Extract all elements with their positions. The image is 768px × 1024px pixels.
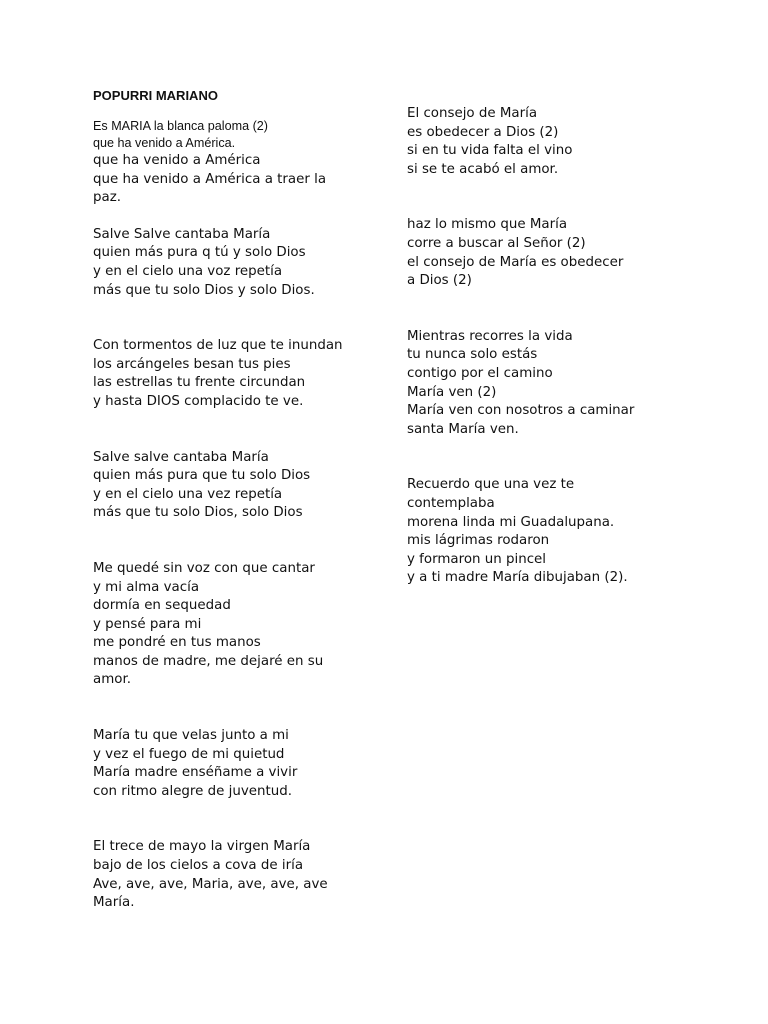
lyric-line: Es MARIA la blanca paloma (2) <box>93 119 268 133</box>
lyric-line: que ha venido a América a traer la <box>93 171 327 187</box>
stanza <box>93 337 368 411</box>
lyric-line: morena linda mi Guadalupana. <box>407 514 615 530</box>
right-column <box>407 105 657 588</box>
lyric-line: bajo de los cielos a cova de iría <box>93 858 304 874</box>
stanza <box>407 476 657 588</box>
lyric-line: que ha venido a América <box>93 153 261 168</box>
stanza <box>407 328 657 440</box>
lyric-line: El trece de mayo la virgen María <box>93 839 311 855</box>
lyric-line: contigo por el camino <box>407 365 553 381</box>
stanza <box>93 449 368 523</box>
lyric-line: El consejo de María <box>407 106 538 121</box>
stanza <box>407 105 657 179</box>
lyric-line: que ha venido a América. <box>93 136 236 150</box>
lyric-line: Salve salve cantaba María <box>93 449 269 465</box>
lyric-line: y vez el fuego de mi quietud <box>93 746 285 762</box>
lyric-line: paz. <box>93 190 121 206</box>
document-title: POPURRI MARIANO <box>93 88 218 103</box>
lyric-line: y hasta DIOS complacido te ve. <box>93 393 304 409</box>
lyric-line: amor. <box>93 672 131 688</box>
lyric-line: María ven (2) <box>407 384 497 400</box>
stanza <box>407 216 657 290</box>
lyric-line: si en tu vida falta el vino <box>407 143 573 159</box>
lyric-line: y mi alma vacía <box>93 579 200 595</box>
lyric-line: y pensé para mi <box>93 616 202 632</box>
lyric-line: santa María ven. <box>407 421 519 437</box>
lyric-line: corre a buscar al Señor (2) <box>407 235 586 251</box>
lyric-line: dormía en sequedad <box>93 598 231 614</box>
lyric-line: y en el cielo una vez repetía <box>93 486 283 502</box>
lyric-line: quien más pura que tu solo Dios <box>93 468 311 484</box>
lyric-line: las estrellas tu frente circundan <box>93 375 306 391</box>
lyric-line: y en el cielo una voz repetía <box>93 263 283 279</box>
lyric-line: María tu que velas junto a mi <box>93 728 289 744</box>
lyric-line: contemplaba <box>407 495 495 511</box>
lyric-line: María. <box>93 895 135 911</box>
lyric-line: el consejo de María es obedecer <box>407 254 624 270</box>
lyric-line: Recuerdo que una vez te <box>407 477 575 493</box>
lyric-line: tu nunca solo estás <box>407 347 538 363</box>
stanza <box>93 560 368 690</box>
lyric-line: manos de madre, me dejaré en su <box>93 653 324 669</box>
lyric-line: María ven con nosotros a caminar <box>407 403 635 419</box>
lyric-line: Me quedé sin voz con que cantar <box>93 560 315 576</box>
stanza <box>93 838 368 912</box>
lyric-line: con ritmo alegre de juventud. <box>93 783 292 799</box>
lyric-line: mis lágrimas rodaron <box>407 533 550 549</box>
lyric-line: y a ti madre María dibujaban (2). <box>407 570 628 586</box>
stanza <box>93 226 368 300</box>
lyric-line: y formaron un pincel <box>407 551 547 567</box>
lyric-line: haz lo mismo que María <box>407 217 568 233</box>
left-column <box>93 88 368 913</box>
lyric-line: Salve Salve cantaba María <box>93 226 271 242</box>
lyric-line: Ave, ave, ave, Maria, ave, ave, ave <box>93 876 328 892</box>
lyric-line: María madre enséñame a vivir <box>93 765 298 781</box>
lyric-line: más que tu solo Dios y solo Dios. <box>93 282 315 298</box>
lyric-line: a Dios (2) <box>407 273 472 289</box>
lyric-line: más que tu solo Dios, solo Dios <box>93 505 303 521</box>
lyric-line: si se te acabó el amor. <box>407 161 559 177</box>
stanza <box>93 118 368 208</box>
lyric-line: quien más pura q tú y solo Dios <box>93 245 306 261</box>
lyric-line: me pondré en tus manos <box>93 635 261 651</box>
lyric-line: los arcángeles besan tus pies <box>93 356 291 372</box>
lyric-line: es obedecer a Dios (2) <box>407 124 559 140</box>
lyric-line: Mientras recorres la vida <box>407 328 573 344</box>
stanza <box>93 727 368 801</box>
lyric-line: Con tormentos de luz que te inundan <box>93 338 343 354</box>
